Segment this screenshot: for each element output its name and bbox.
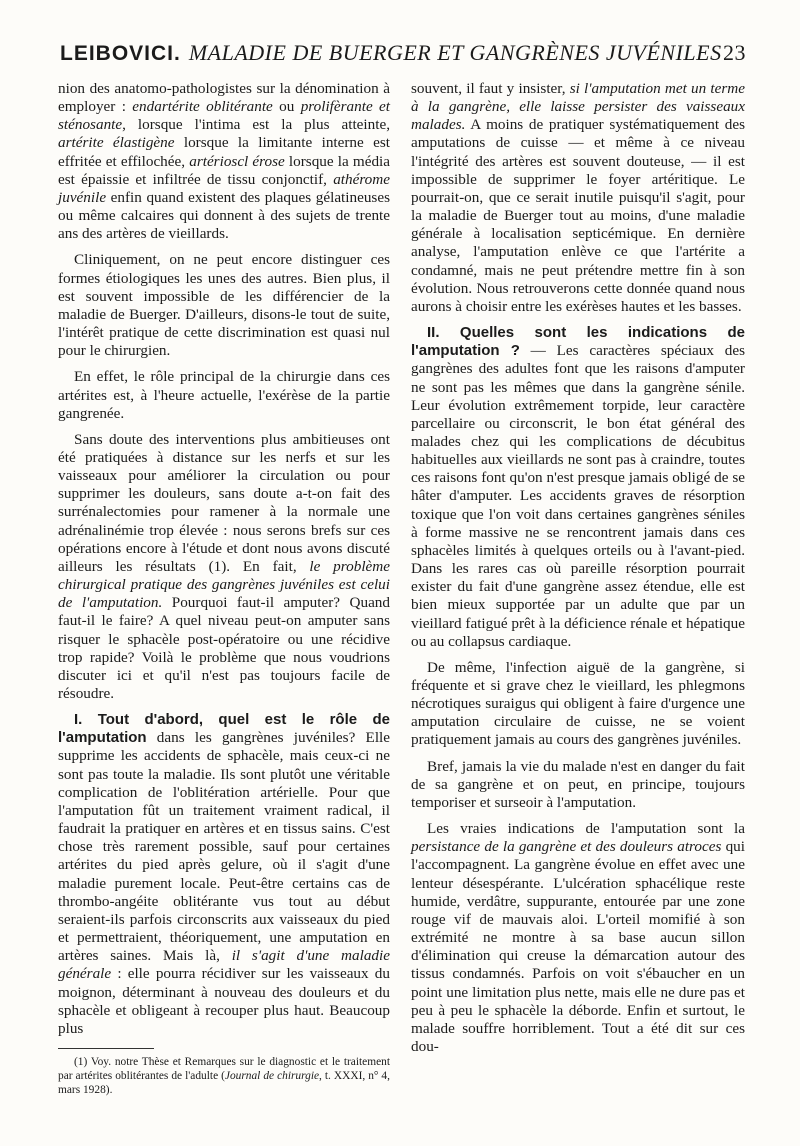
section-heading: II. Quelles sont les indications de l'amputation ? [411, 324, 745, 360]
left-column [58, 80, 390, 1097]
header-author: LEIBOVICI. [60, 42, 181, 65]
paragraph: Les vraies indications de l'amputation sont la persistance de la gangrène et des douleurs atroces qui l'accompagnent. La gangrène évolue en effet avec une lenteur désespérante. L'ulcération sphacélique reste humide, verdâtre, suppurante, entourée par une zone rouge vif de mauvais aloi. L'orteil momifié à son extrémité ne montre à sa base aucun sillon d'élimination qui creuse la démarcation autour des tissus condamnés. Parfois on voit s'ébaucher en un point une limitation plus nette, mais elle ne dure pas et peu à peu le sphacèle la déborde. Enfin et surtout, le malade souffre horriblement. Tout a été dit sur ces dou- [411, 820, 745, 1055]
page-number: 23 [723, 40, 746, 65]
right-column [411, 80, 745, 1056]
footnote: (1) Voy. notre Thèse et Remarques sur le diagnostic et le traitement par artérites oblitérantes de l'adulte (Journal de chirurgie, t. XXXI, n° 4, mars 1928). [58, 1055, 390, 1096]
paragraph: nion des anatomo-pathologistes sur la dénomination à employer : endartérite oblitérante ou prolifèrante et sténosante, lorsque l'intima est la plus atteinte, artérite élastigène lorsque la limitante interne est effritée et effilochée, artérioscl érose lorsque la média est épaissie et infiltrée de tissu conjonctif, athérome juvénile enfin quand existent des plaques gélatineuses ou même calcaires qui donnent à des sujets de trente ans des artères de vieillards. [58, 80, 391, 243]
paragraph: Cliniquement, on ne peut encore distinguer ces formes étiologiques les unes des autres. Bien plus, il est souvent impossible de les différencier de la maladie de Buerger. D'ailleurs, disons-le tout de suite, l'intérêt pratique de cette discrimination est quasi nul pour le chirurgien. [58, 251, 390, 360]
paragraph: Bref, jamais la vie du malade n'est en danger du fait de sa gangrène et on peut, en principe, toujours temporiser et surseoir à l'amputation. [411, 757, 745, 811]
section-paragraph: II. Quelles sont les indications de l'amputation ? — Les caractères spéciaux des gangrènes des adultes font que les raisons d'amputer ne sont pas les mêmes que dans la gangrène sénile. Leur évolution extrêmement torpide, leur caractère parcellaire ou circonscrit, le bon état général des malades chez qui les complications de décubitus habituelles aux vieillards ne sont pas à craindre, toutes ces raisons font qu'on n'est presque jamais obligé de se hâter d'amputer. Les accidents graves de résorption toxique que l'on voit dans certaines gangrènes séniles à forme massive ne se rencontrent jamais dans ces sphacèles limités à quelques orteils ou à l'avant-pied. Dans les rares cas où pareille résorption pourrait exister du fait d'une gangrène assez étendue, elle est bien mieux supportée par un adulte que par un vieillard fatigué prêt à la déficience rénale et hépatique ou au collapsus cardiaque. [411, 324, 745, 650]
header-title: MALADIE DE BUERGER ET GANGRÈNES JUVÉNILES [188, 40, 722, 65]
footnote-divider [58, 1048, 154, 1049]
section-paragraph: I. Tout d'abord, quel est le rôle de l'amputation dans les gangrènes juvéniles? Elle supprime les accidents de sphacèle, mais ceux-ci ne sont pas toute la maladie. Ils sont plutôt une véritable complication de l'oblitération artérielle. Pour que l'amputation fût un traitement vraiment radical, il faudrait la pratiquer en artères et en tissus sains. C'est chose très rarement possible, sauf pour certaines artérites du pied après gelure, où il s'agit d'une maladie purement locale. Peut-être certains cas de thrombo-angéite oblitérante vus tout au début seraient-ils parfois circonscrits aux vaisseaux du pied et permettraient, théoriquement, une amputation en artères saines. Mais là, il s'agit d'une maladie générale : elle pourra récidiver sur les vaisseaux du moignon, déterminant à nouveau des douleurs et du sphacèle et obligeant à recouper plus haut. Beaucoup plus [58, 711, 390, 1037]
paragraph: Sans doute des interventions plus ambitieuses ont été pratiquées à distance sur les nerfs et sur les vaisseaux pour améliorer la circulation ou pour supprimer les douleurs, sans doute a-t-on fait des surrénalectomies pour ramener à la normale une adrénalinémie trop élevée : nous serons brefs sur ces opérations encore à l'étude et dont nous avons discuté ailleurs les résultats (1). En fait, le problème chirurgical pratique des gangrènes juvéniles est celui de l'amputation. Pourquoi faut-il amputer? Quand faut-il le faire? A quel niveau peut-on amputer sans risquer le sphacèle post-opératoire ou une récidive trop rapide? Voilà le problème que nous voudrions discuter ici et qu'il n'est pas toujours facile de résoudre. [58, 430, 390, 702]
paragraph: En effet, le rôle principal de la chirurgie dans ces artérites est, à l'heure actuelle, l'exérèse de la partie gangrenée. [58, 368, 390, 422]
paragraph: De même, l'infection aiguë de la gangrène, si fréquente et si grave chez le vieillard, les phlegmons nécrotiques suraigus qui obligent à faire d'urgence une amputation circulaire de cuisse, ne se voient pratiquement jamais au cours des gangrènes juvéniles. [411, 658, 745, 749]
running-header [60, 40, 746, 67]
paragraph: souvent, il faut y insister, si l'amputation met un terme à la gangrène, elle laisse persister des vaisseaux malades. A moins de pratiquer systématiquement des amputations de cuisse — et même à ce niveau l'intégrité des artères est souvent douteuse, — il est impossible de supprimer le foyer artéritique. Le pourrait-on, que ce serait inutile puisqu'il s'agit, pour la maladie de Buerger tout au moins, d'une maladie générale à localisation septicémique. En dernière analyse, l'amputation enlève ce que l'artérite a condamné, mais ne peut prétendre mettre fin à son évolution. Nous retrouverons cette donnée quand nous aurons à choisir entre les exérèses hautes et les basses. [411, 80, 746, 315]
section-heading: I. Tout d'abord, quel est le rôle de l'amputation [58, 711, 390, 747]
